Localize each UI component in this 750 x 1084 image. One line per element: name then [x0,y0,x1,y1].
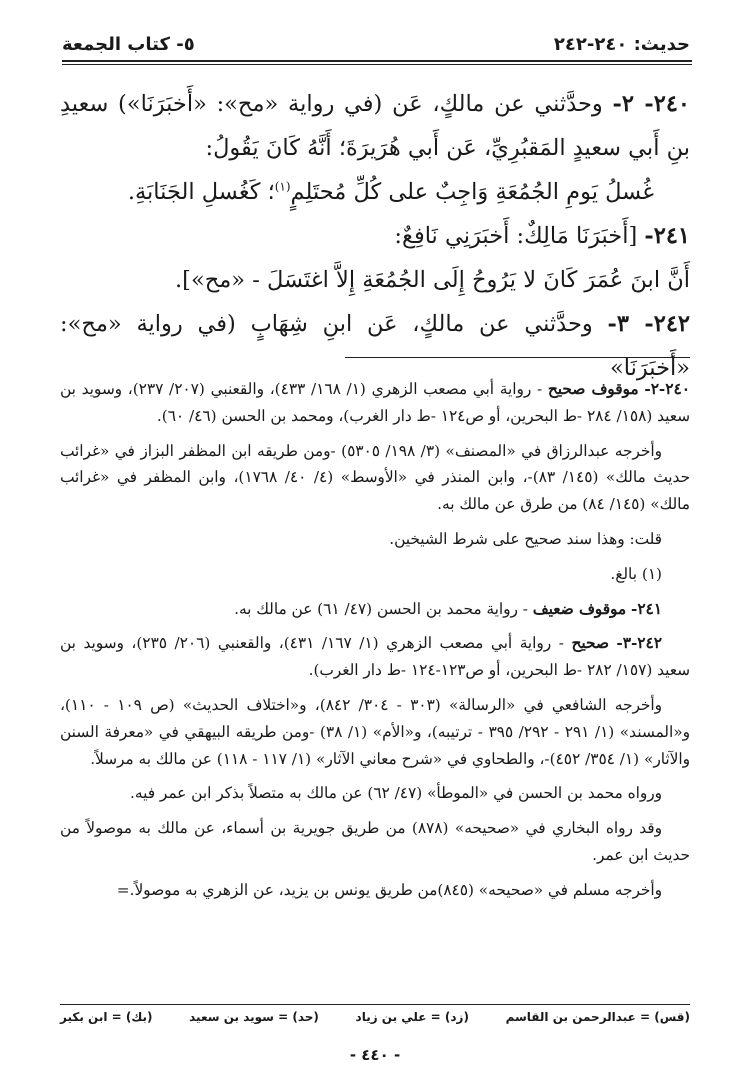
abbr-bk: (بك) = ابن بكير [60,1010,153,1024]
note-240-number: ٢٤٠-٢- [644,380,690,398]
note-240-grade: موقوف صحيح [547,380,639,398]
footnote-1: (١) بالغ. [610,564,662,583]
hadith-240-matn-text: غُسلُ يَومِ الجُمُعَةِ وَاجِبٌ على كُلِّ مُحتَلِمٍ [290,179,654,205]
hadith-241-matn: أَنَّ ابنَ عُمَرَ كَانَ لا يَرُوحُ إِلَى الجُمُعَةِ إِلاَّ اغتَسَلَ - «مح»]. [175,267,690,293]
hadith-242-isnad: وحدَّثني عن مالكٍ، عَن ابنِ شِهَابٍ (في رواية «مح»: «أَخبَرَنَا» [60,311,690,381]
hadith-240-matn-end: ؛ كَغُسلِ الجَنَابَةِ. [127,179,275,205]
hadith-240-matn [60,170,690,214]
note-241-number: ٢٤١- [630,599,662,618]
abbreviations-divider [60,1004,690,1005]
hadith-241-heading [60,214,690,258]
footnote-divider [345,357,690,358]
note-242-grade: صحيح [571,634,609,653]
page-number: - ٤٤٠ - [349,1046,401,1064]
header-hadith-range: حديث: ٢٤٠-٢٤٢ [553,33,690,55]
note-242-muhammad: ورواه محمد بن الحسن في «الموطأ» (٤٧/ ٦٢) عن مالك به متصلاً بذكر ابن عمر فيه. [130,784,662,803]
hadith-242-number: ٢٤٢- ٣- [607,311,690,337]
note-242-sources [60,630,690,684]
note-242-number: ٢٤٢-٣- [616,634,662,653]
abbr-qs: (قس) = عبدالرحمن بن القاسم [505,1010,690,1024]
note-240-sources [60,376,690,430]
note-240-verdict: قلت: وهذا سند صحيح على شرط الشيخين. [389,529,662,548]
hadith-240-number: ٢٤٠- ٢- [612,91,691,117]
hadith-text [60,82,690,390]
header-chapter-title: ٥- كتاب الجمعة [62,33,195,55]
note-242-text: - رواية أبي مصعب الزهري (١/ ١٦٧/ ٤٣١)، والقعنبي (٢٠٦/ ٢٣٥)، وسويد بن سعيد (١٥٧/ ٢٨٢ -ط البحرين، أو ص١٢٣-١٢٤ -ط دار الغرب). [60,634,690,680]
hadith-241-number: ٢٤١- [644,223,690,249]
header-divider [62,60,692,65]
abbr-zd: (زد) = علي بن زياد [355,1010,469,1024]
abbreviations-key [60,1010,690,1024]
hadith-241-isnad: [أَخبَرَنَا مَالِكٌ: أَخبَرَنِي نَافِعٌ: [394,223,638,249]
note-242-bukhari: وقد رواه البخاري في «صحيحه» (٨٧٨) من طريق جويرية بن أسماء، عن مالك به موصولاً من حديث ابن عمر. [60,819,690,864]
note-242-muslim: وأخرجه مسلم في «صحيحه» (٨٤٥)من طريق يونس بن يزيد، عن الزهري به موصولاً.= [116,880,662,899]
note-241-grade: موقوف ضعيف [532,599,627,618]
abbr-hd: (حد) = سويد بن سعيد [189,1010,319,1024]
note-240-text: - رواية أبي مصعب الزهري (١/ ١٦٨/ ٤٣٣)، والقعنبي (٢٠٧/ ٢٣٧)، وسويد بن سعيد (١٥٨/ ٢٨٤ -ط البحرين، أو ص١٢٤ -ط دار الغرب)، ومحمد بن الحسن (٤٦/ ٦٠). [60,380,690,425]
note-242-shafii: وأخرجه الشافعي في «الرسالة» (٣٠٣ - ٣٠٤/ ٨٤٢)، و«اختلاف الحديث» (ص ١٠٩ - ١١٠)، و«المسند» (١/ ٢٩١ - ٢٩٢/ ٣٩٥ - ترتيبه)، و«الأم» (١/ ٣٨) -ومن طريقه البيهقي في «معرفة السنن والآثار» (١/ ٣٥٤/ ٤٥٢)-، والطحاوي في «شرح معاني الآثار» (١/ ١١٧ - ١١٨) عن مالك به مرسلاً. [60,695,690,768]
takhrij-notes [60,376,690,912]
hadith-240-isnad: وحدَّثني عن مالكٍ، عَن (في رواية «مح»: «أَخبَرَنَا») سعيدِ بنِ أَبي سعيدٍ المَقبُرِيِّ، عَن أَبي هُرَيرَةَ؛ أَنَّهُ كَانَ يَقُولُ: [60,91,690,161]
running-header [62,30,690,58]
hadith-240-chain [60,82,690,170]
footnote-marker-1: (١) [274,179,291,194]
note-241-text: - رواية محمد بن الحسن (٤٧/ ٦١) عن مالك به. [234,599,528,618]
note-241-sources [60,596,690,623]
note-240-takhrij: وأخرجه عبدالرزاق في «المصنف» (٣/ ١٩٨/ ٥٣٠٥) -ومن طريقه ابن المظفر البزاز في «غرائب حديث مالك» (١٤٥/ ٨٣)-، وابن المنذر في «الأوسط» (٤/ ٤٠/ ١٧٦٨)، وابن المظفر في «غرائب مالك» (١٤٥/ ٨٤) من طرق عن مالك به. [60,441,690,514]
